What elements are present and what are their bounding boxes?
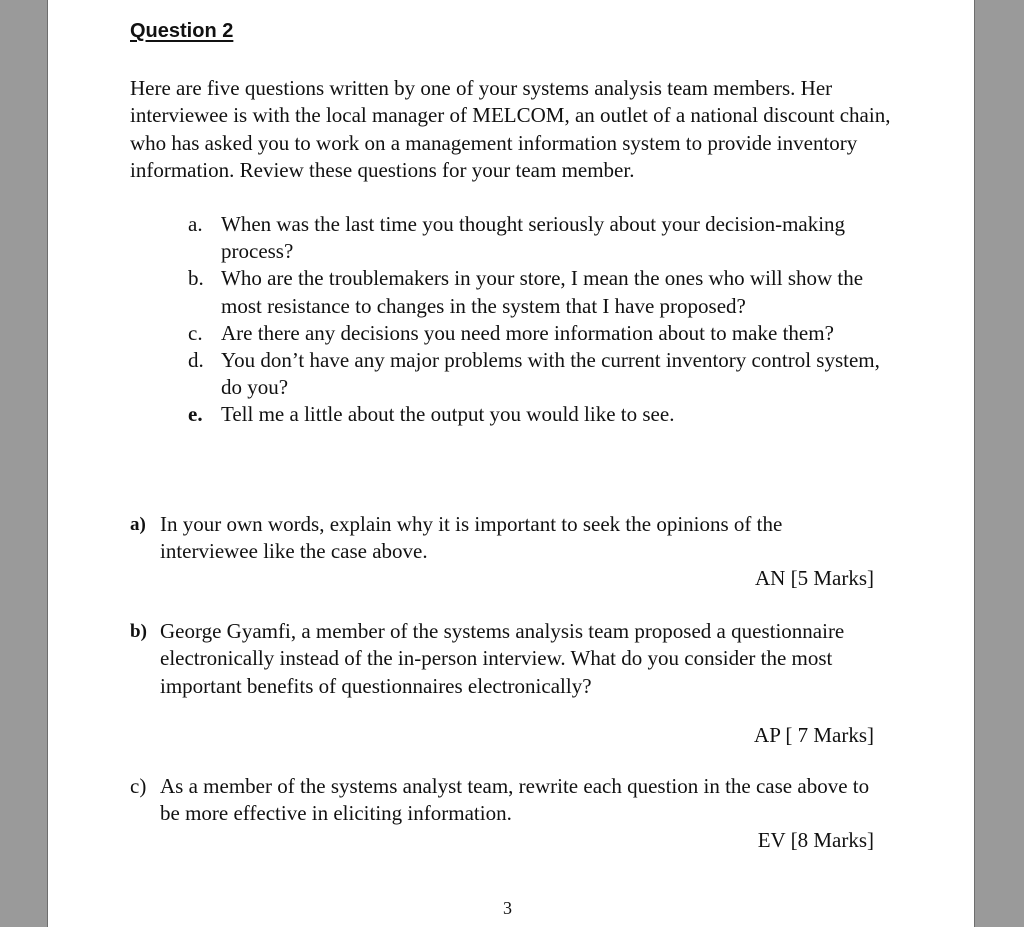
part-a-marks: AN [5 Marks] [755,566,874,590]
part-text: As a member of the systems analyst team, rewrite each question in the case above to be more effective in eliciting information. [160,774,870,826]
list-item [188,320,903,347]
interview-questions-list [188,211,903,429]
list-item-text: When was the last time you thought seriously about your decision-making process? [221,212,846,264]
list-marker: d. [188,348,204,373]
list-item-text: Tell me a little about the output you would like to see. [221,402,675,427]
list-item-text: Who are the troublemakers in your store, I mean the ones who will show the most resistance to changes in the system that I have proposed? [221,266,864,318]
list-marker: b. [188,266,204,291]
list-item [188,347,903,401]
part-b-marks: AP [ 7 Marks] [754,723,874,747]
question-heading: Question 2 [130,20,234,42]
part-c-marks: EV [8 Marks] [757,828,874,852]
part-b [130,618,875,700]
part-label: b) [130,621,147,642]
page-number: 3 [503,898,512,918]
part-label: a) [130,514,146,535]
list-marker: e. [188,402,203,427]
part-c [130,773,875,828]
list-item-text: You don’t have any major problems with the current inventory control system, do you? [221,348,880,400]
part-text: George Gyamfi, a member of the systems analysis team proposed a questionnaire electronically instead of the in-person interview. What do you consider the most important benefits of questionnaires electronically? [160,619,845,698]
list-item-text: Are there any decisions you need more information about to make them? [221,320,834,345]
question-intro: Here are five questions written by one of your systems analysis team members. Her interviewee is with the local manager of MELCOM, an outlet of a national discount chain, who has asked you to work on a management information system to provide inventory information. Review these questions for your team member. [130,76,891,183]
list-item [188,211,903,265]
part-text: In your own words, explain why it is important to seek the opinions of the interviewee like the case above. [160,512,783,564]
document-page [47,0,975,927]
list-item [188,401,903,428]
list-marker: a. [188,212,203,236]
part-label: c) [130,774,147,798]
part-a [130,511,875,566]
list-marker: c. [188,320,203,345]
list-item [188,265,903,319]
